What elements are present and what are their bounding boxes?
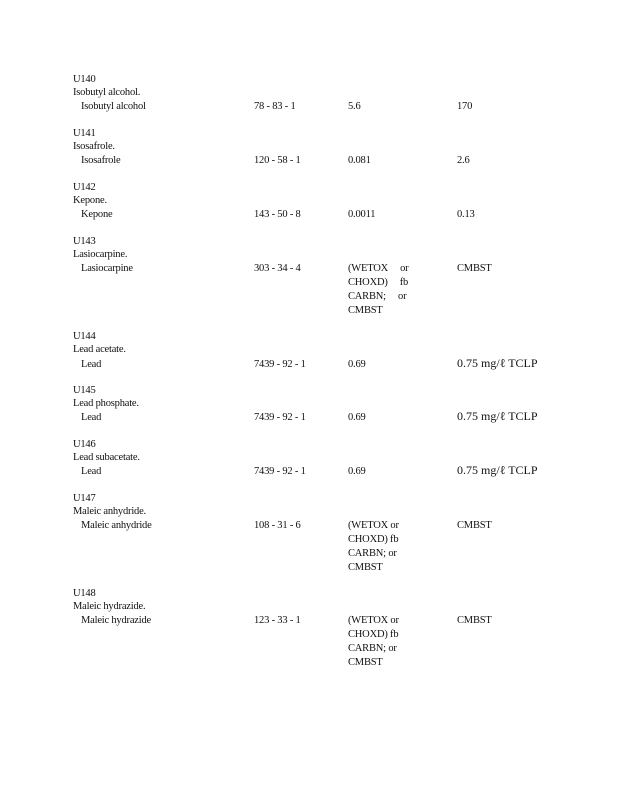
wastewater-line: CARBN; or (348, 291, 407, 302)
wastewater-line: 0.69 (348, 359, 366, 370)
nonwastewater-standard: 2.6 (457, 155, 470, 166)
nonwastewater-standard: 0.75 mg/ℓ TCLP (457, 463, 538, 477)
nonwastewater-standard: CMBST (457, 615, 492, 626)
cas-number: 303 - 34 - 4 (254, 263, 301, 274)
wastewater-line: 5.6 (348, 101, 361, 112)
cas-number: 143 - 50 - 8 (254, 209, 301, 220)
constituent-name: Lead (81, 412, 102, 423)
waste-code: U142 (73, 182, 96, 193)
constituent-name: Maleic hydrazide (81, 615, 151, 626)
wastewater-standard (348, 358, 366, 372)
waste-name: Lead subacetate. (73, 452, 140, 463)
wastewater-line: CARBN; or (348, 548, 397, 559)
constituent-name: Lead (81, 466, 102, 477)
cas-number: 7439 - 92 - 1 (254, 359, 306, 370)
cas-number: 120 - 58 - 1 (254, 155, 301, 166)
nonwastewater-standard: 170 (457, 101, 473, 112)
wastewater-line: 0.0011 (348, 209, 376, 220)
wastewater-line: 0.69 (348, 412, 366, 423)
waste-name: Isosafrole. (73, 141, 115, 152)
wastewater-line: (WETOX or (348, 615, 399, 626)
waste-code: U145 (73, 385, 96, 396)
wastewater-line: CHOXD) fb (348, 277, 409, 288)
wastewater-line: CMBST (348, 562, 383, 573)
wastewater-line: 0.69 (348, 466, 366, 477)
waste-code: U148 (73, 588, 96, 599)
wastewater-standard (348, 519, 399, 575)
wastewater-line: CMBST (348, 657, 383, 668)
wastewater-line: (WETOX or (348, 263, 409, 274)
waste-name: Maleic hydrazide. (73, 601, 146, 612)
waste-code: U141 (73, 128, 96, 139)
waste-code: U146 (73, 439, 96, 450)
waste-code: U140 (73, 74, 96, 85)
waste-name: Kepone. (73, 195, 107, 206)
constituent-name: Isobutyl alcohol (81, 101, 146, 112)
cas-number: 7439 - 92 - 1 (254, 412, 306, 423)
wastewater-line: CHOXD) fb (348, 629, 399, 640)
cas-number: 7439 - 92 - 1 (254, 466, 306, 477)
cas-number: 123 - 33 - 1 (254, 615, 301, 626)
wastewater-line: CARBN; or (348, 643, 397, 654)
cas-number: 78 - 83 - 1 (254, 101, 296, 112)
waste-name: Lead phosphate. (73, 398, 139, 409)
nonwastewater-standard: CMBST (457, 263, 492, 274)
wastewater-standard (348, 262, 408, 318)
waste-name: Lead acetate. (73, 344, 126, 355)
constituent-name: Isosafrole (81, 155, 121, 166)
cas-number: 108 - 31 - 6 (254, 520, 301, 531)
wastewater-standard (348, 465, 366, 479)
waste-name: Lasiocarpine. (73, 249, 128, 260)
wastewater-line: CHOXD) fb (348, 534, 399, 545)
wastewater-standard (348, 411, 366, 425)
nonwastewater-standard: 0.75 mg/ℓ TCLP (457, 356, 538, 370)
waste-code: U143 (73, 236, 96, 247)
waste-name: Isobutyl alcohol. (73, 87, 141, 98)
waste-code: U144 (73, 331, 96, 342)
nonwastewater-standard: CMBST (457, 520, 492, 531)
waste-code: U147 (73, 493, 96, 504)
constituent-name: Maleic anhydride (81, 520, 152, 531)
constituent-name: Lead (81, 359, 102, 370)
wastewater-line: (WETOX or (348, 520, 399, 531)
wastewater-standard (348, 100, 361, 114)
constituent-name: Lasiocarpine (81, 263, 133, 274)
waste-name: Maleic anhydride. (73, 506, 146, 517)
constituent-name: Kepone (81, 209, 113, 220)
wastewater-standard (348, 208, 375, 222)
nonwastewater-standard: 0.13 (457, 209, 475, 220)
nonwastewater-standard: 0.75 mg/ℓ TCLP (457, 409, 538, 423)
wastewater-line: 0.081 (348, 155, 371, 166)
wastewater-standard (348, 154, 371, 168)
wastewater-line: CMBST (348, 305, 383, 316)
wastewater-standard (348, 614, 399, 670)
